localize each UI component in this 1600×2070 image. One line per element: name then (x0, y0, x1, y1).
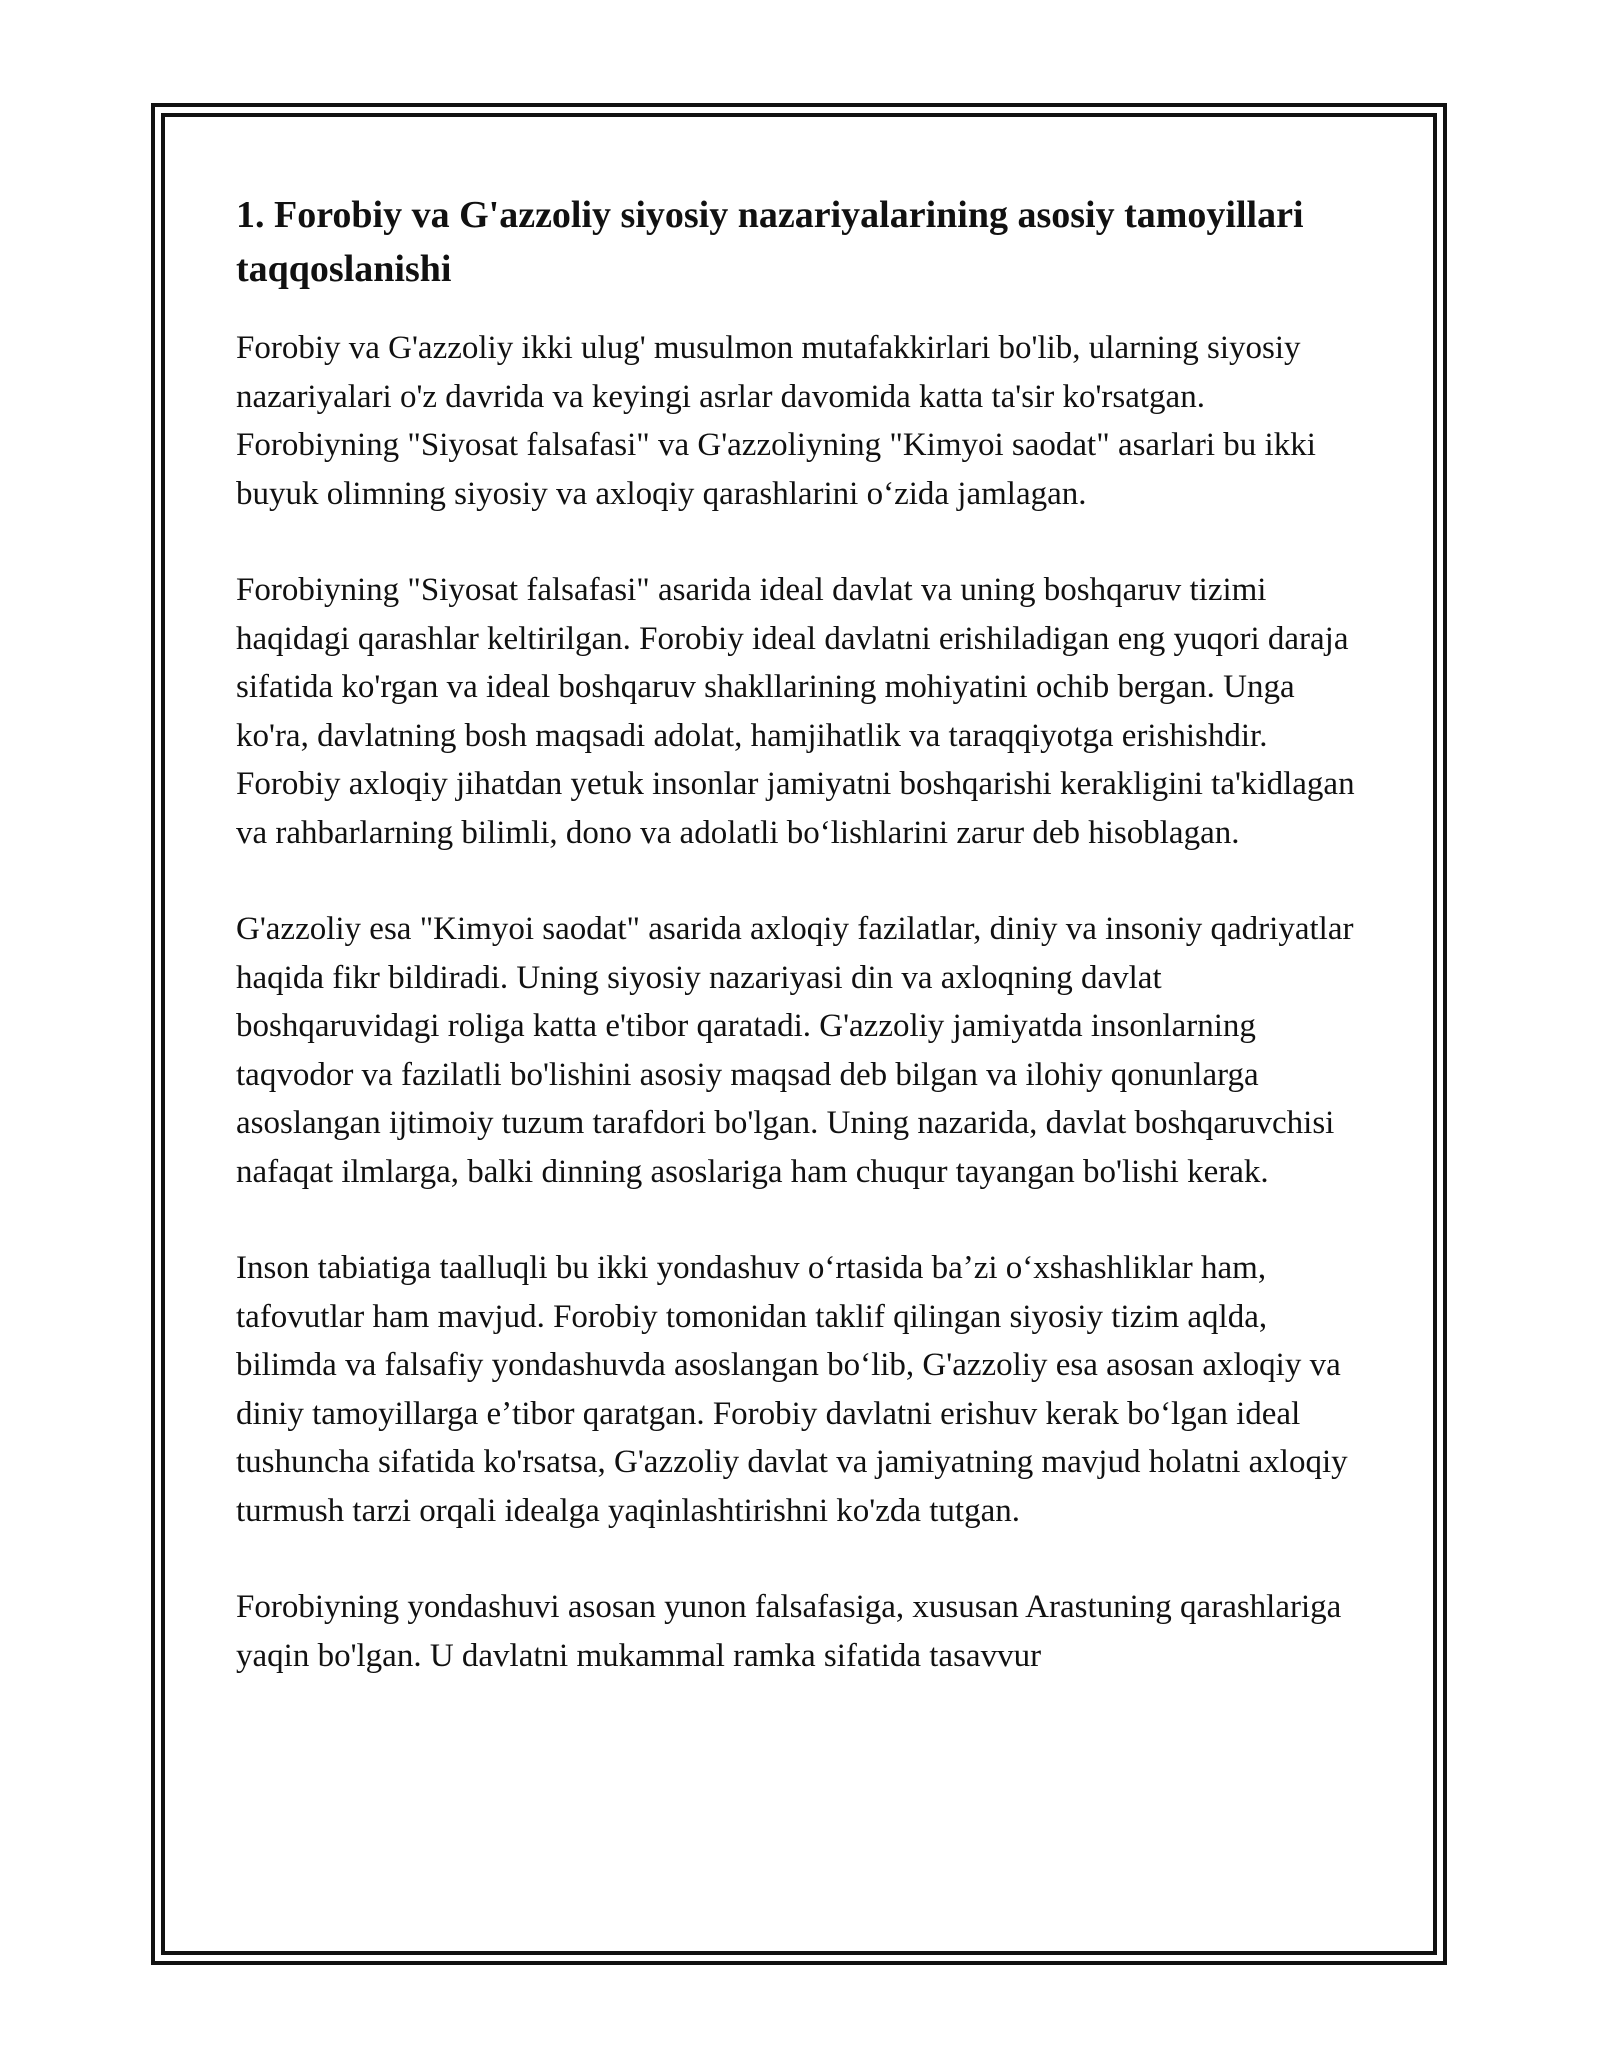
paragraph-4: Inson tabiatiga taalluqli bu ikki yondashuv oʻrtasida baʼzi oʻxshashliklar ham, tafovutlar ham mavjud. Forobiy tomonidan taklif qilingan siyosiy tizim aqlda, bilimda va falsafiy yondashuvda asoslangan boʻlib, G'azzoliy esa asosan axloqiy va diniy tamoyillarga eʼtibor qaratgan. Forobiy davlatni erishuv kerak boʻlgan ideal tushuncha sifatida ko'rsatsa, G'azzoliy davlat va jamiyatning mavjud holatni axloqiy turmush tarzi orqali idealga yaqinlashtirishni ko'zda tutgan. (236, 1250, 1348, 1529)
paragraph-2: Forobiyning "Siyosat falsafasi" asarida ideal davlat va uning boshqaruv tizimi haqidagi qarashlar keltirilgan. Forobiy ideal davlatni erishiladigan eng yuqori daraja sifatida ko'rgan va ideal boshqaruv shakllarining mohiyatini ochib bergan. Unga ko'ra, davlatning bosh maqsadi adolat, hamjihatlik va taraqqiyotga erishishdir. Forobiy axloqiy jihatdan yetuk insonlar jamiyatni boshqarishi kerakligini ta'kidlagan va rahbarlarning bilimli, dono va adolatli boʻlishlarini zarur deb hisoblagan. (236, 572, 1355, 851)
document-body (236, 188, 1366, 1728)
paragraph-3: G'azzoliy esa "Kimyoi saodat" asarida axloqiy fazilatlar, diniy va insoniy qadriyatlar haqida fikr bildiradi. Uning siyosiy nazariyasi din va axloqning davlat boshqaruvidagi roliga katta e'tibor qaratadi. G'azzoliy jamiyatda insonlarning taqvodor va fazilatli bo'lishini asosiy maqsad deb bilgan va ilohiy qonunlarga asoslangan ijtimoiy tuzum tarafdori bo'lgan. Uning nazarida, davlat boshqaruvchisi nafaqat ilmlarga, balki dinning asoslariga ham chuqur tayangan bo'lishi kerak. (236, 911, 1354, 1190)
paragraph-1: Forobiy va G'azzoliy ikki ulug' musulmon mutafakkirlari bo'lib, ularning siyosiy nazariyalari o'z davrida va keyingi asrlar davomida katta ta'sir ko'rsatgan. Forobiyning "Siyosat falsafasi" va G'azzoliyning "Kimyoi saodat" asarlari bu ikki buyuk olimning siyosiy va axloqiy qarashlarini oʻzida jamlagan. (236, 330, 1316, 512)
paragraph-5: Forobiyning yondashuvi asosan yunon falsafasiga, xususan Arastuning qarashlariga yaqin bo'lgan. U davlatni mukammal ramka sifatida tasavvur (236, 1589, 1342, 1674)
section-heading: 1. Forobiy va G'azzoliy siyosiy nazariyalarining asosiy tamoyillari taqqoslanishi (236, 194, 1304, 290)
